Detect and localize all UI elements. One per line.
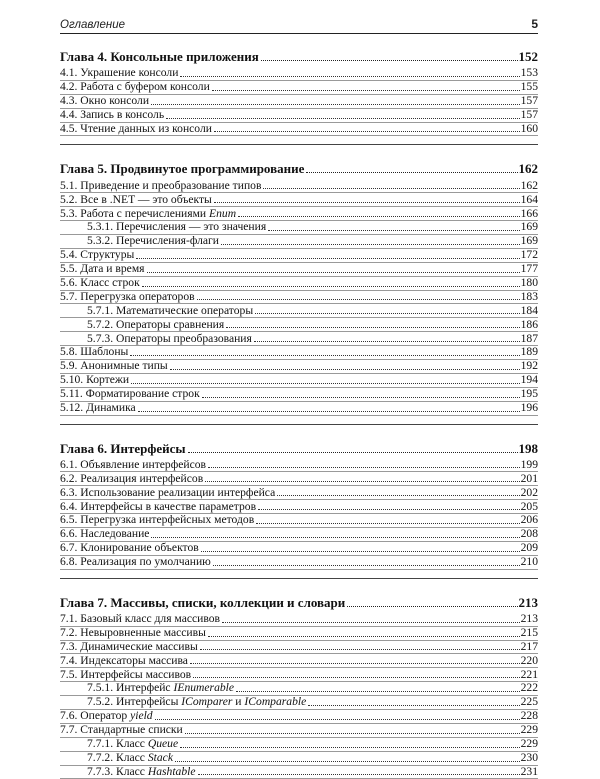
toc-section-entry[interactable] bbox=[60, 724, 538, 738]
dot-leader bbox=[185, 733, 520, 734]
dot-leader bbox=[188, 452, 518, 453]
entry-term: IEnumerable bbox=[173, 681, 235, 695]
dot-leader bbox=[197, 299, 520, 300]
toc-subsection-entry[interactable] bbox=[60, 235, 538, 249]
entry-page-number: 194 bbox=[520, 373, 538, 387]
toc-section-entry[interactable] bbox=[60, 710, 538, 724]
toc-section-entry[interactable] bbox=[60, 374, 538, 388]
entry-page-number: 166 bbox=[520, 206, 538, 220]
entry-page-number: 230 bbox=[520, 750, 538, 764]
dot-leader bbox=[306, 172, 517, 173]
toc-section-entry[interactable] bbox=[60, 402, 538, 416]
dot-leader bbox=[202, 397, 520, 398]
entry-title bbox=[87, 696, 306, 709]
entry-title bbox=[60, 194, 212, 207]
entry-title-text: 7.7.3. Класс bbox=[87, 764, 145, 778]
entry-title bbox=[60, 346, 128, 359]
toc-subsection-entry[interactable] bbox=[60, 221, 538, 235]
toc-section-entry[interactable] bbox=[60, 514, 538, 528]
entry-title-text: 7.7.1. Класс bbox=[87, 737, 145, 751]
entry-title bbox=[87, 738, 178, 751]
toc-section-entry[interactable] bbox=[60, 472, 538, 486]
entry-title-text: 6.2. Реализация интерфейсов bbox=[60, 471, 204, 485]
chapter-heading[interactable] bbox=[60, 594, 538, 610]
entry-page-number: 201 bbox=[520, 471, 538, 485]
entry-page-number: 209 bbox=[520, 541, 538, 555]
entry-title bbox=[60, 360, 168, 373]
entry-title bbox=[60, 724, 183, 737]
chapter-page-number: 198 bbox=[518, 440, 538, 456]
toc-subsection-entry[interactable] bbox=[60, 318, 538, 332]
entry-title bbox=[60, 528, 149, 541]
entry-title-text: 4.4. Запись в консоль bbox=[60, 107, 165, 121]
entry-title bbox=[87, 235, 219, 248]
dot-leader bbox=[213, 565, 520, 566]
dot-leader bbox=[147, 272, 520, 273]
entry-title-text: 5.10. Кортежи bbox=[60, 373, 130, 387]
entry-title bbox=[87, 752, 173, 765]
dot-leader bbox=[170, 369, 520, 370]
dot-leader bbox=[221, 244, 520, 245]
entry-page-number: 164 bbox=[520, 192, 538, 206]
dot-leader bbox=[205, 481, 519, 482]
entry-page-number: 229 bbox=[520, 737, 538, 751]
toc-section-entry[interactable] bbox=[60, 207, 538, 221]
toc-section-entry[interactable] bbox=[60, 641, 538, 655]
entry-title-text: 5.11. Форматирование строк bbox=[60, 387, 200, 401]
dot-leader bbox=[222, 622, 520, 623]
toc-subsection-entry[interactable] bbox=[60, 332, 538, 346]
dot-leader bbox=[255, 313, 520, 314]
entry-title-text: 4.5. Чтение данных из консоли bbox=[60, 121, 212, 135]
entry-page-number: 172 bbox=[520, 248, 538, 262]
entry-title-text: 5.7.3. Операторы преобразования bbox=[87, 331, 252, 345]
toc-section-entry[interactable] bbox=[60, 542, 538, 556]
toc-section-entry[interactable] bbox=[60, 459, 538, 473]
entry-title-text: 7.4. Индексаторы массива bbox=[60, 653, 188, 667]
dot-leader bbox=[212, 90, 520, 91]
entry-title-text: 5.8. Шаблоны bbox=[60, 345, 129, 359]
chapter-page-number: 213 bbox=[518, 594, 538, 610]
entry-title-text: 5.7. Перегрузка операторов bbox=[60, 289, 195, 303]
entry-page-number: 202 bbox=[520, 485, 538, 499]
entry-title-text: 4.2. Работа с буфером консоли bbox=[60, 80, 210, 94]
entry-title bbox=[60, 473, 203, 486]
entry-title-text: 7.5. Интерфейсы массивов bbox=[60, 667, 192, 681]
dot-leader bbox=[138, 411, 520, 412]
entry-title bbox=[60, 388, 200, 401]
dot-leader bbox=[308, 705, 519, 706]
chapter-section bbox=[60, 160, 538, 424]
entry-title bbox=[60, 249, 134, 262]
toc-section-entry[interactable] bbox=[60, 360, 538, 374]
toc-section-entry[interactable] bbox=[60, 627, 538, 641]
toc-section-entry[interactable] bbox=[60, 291, 538, 305]
entry-title-text: 6.4. Интерфейсы в качестве параметров bbox=[60, 499, 257, 513]
entry-page-number: 160 bbox=[520, 121, 538, 135]
entry-page-number: 221 bbox=[520, 667, 538, 681]
toc-section-entry[interactable] bbox=[60, 249, 538, 263]
dot-leader bbox=[136, 258, 519, 259]
entry-title-text: 6.8. Реализация по умолчанию bbox=[60, 555, 211, 569]
entry-title bbox=[87, 682, 234, 695]
chapter-title: Глава 4. Консольные приложения bbox=[60, 49, 259, 64]
entry-title bbox=[60, 95, 149, 108]
entry-page-number: 208 bbox=[520, 527, 538, 541]
chapter-heading[interactable] bbox=[60, 48, 538, 64]
toc-page bbox=[60, 0, 538, 779]
entry-title bbox=[60, 556, 211, 569]
entry-page-number: 155 bbox=[520, 80, 538, 94]
entry-title-text: 6.3. Использование реализации интерфейса bbox=[60, 485, 276, 499]
toc-section-entry[interactable] bbox=[60, 193, 538, 207]
entry-page-number: 195 bbox=[520, 387, 538, 401]
chapter-page-number: 162 bbox=[518, 161, 538, 177]
entry-term: yield bbox=[130, 709, 153, 723]
dot-leader bbox=[180, 747, 519, 748]
dot-leader bbox=[347, 606, 517, 607]
dot-leader bbox=[166, 118, 519, 119]
entry-title bbox=[60, 374, 129, 387]
entry-page-number: 187 bbox=[520, 331, 538, 345]
chapter-title: Глава 7. Массивы, списки, коллекции и словари bbox=[60, 594, 346, 610]
entry-title-text: 6.5. Перегрузка интерфейсных методов bbox=[60, 513, 255, 527]
entry-page-number: 177 bbox=[520, 262, 538, 276]
entry-page-number: 189 bbox=[520, 345, 538, 359]
entry-page-number: 222 bbox=[520, 681, 538, 695]
dot-leader bbox=[226, 327, 519, 328]
entry-title-text: 5.5. Дата и время bbox=[60, 262, 145, 276]
chapter-page-number: 152 bbox=[518, 49, 538, 64]
entry-page-number: 196 bbox=[520, 401, 538, 414]
entry-page-number: 162 bbox=[520, 178, 538, 192]
entry-page-number: 183 bbox=[520, 289, 538, 303]
entry-title bbox=[60, 514, 254, 527]
entry-title bbox=[60, 669, 191, 682]
entry-page-number: 169 bbox=[520, 234, 538, 248]
dot-leader bbox=[151, 537, 519, 538]
entry-page-number: 180 bbox=[520, 275, 538, 289]
dot-leader bbox=[198, 774, 520, 775]
chapter-section bbox=[60, 440, 538, 579]
entry-title-text: 5.7.1. Математические операторы bbox=[87, 303, 254, 317]
entry-title bbox=[60, 402, 136, 415]
entry-term: IComparer bbox=[181, 695, 233, 709]
entry-title-text: 7.7. Стандартные списки bbox=[60, 723, 183, 737]
entry-page-number: 169 bbox=[520, 220, 538, 234]
running-head-title: Оглавление bbox=[60, 19, 125, 31]
entry-title bbox=[60, 627, 206, 640]
entry-title-text: 5.3.2. Перечисления-флаги bbox=[87, 234, 219, 248]
entry-term: IComparable bbox=[244, 695, 307, 709]
chapter-heading[interactable] bbox=[60, 440, 538, 456]
entry-page-number: 210 bbox=[520, 555, 538, 569]
toc-subsection-entry[interactable] bbox=[60, 696, 538, 710]
chapter-title: Глава 6. Интерфейсы bbox=[60, 440, 186, 456]
table-of-contents bbox=[60, 48, 538, 779]
entry-page-number: 205 bbox=[520, 499, 538, 513]
entry-title-text: 5.6. Класс строк bbox=[60, 275, 140, 289]
entry-title-text: 7.7.2. Класс bbox=[87, 750, 145, 764]
entry-page-number: 231 bbox=[520, 764, 538, 778]
toc-section-entry[interactable] bbox=[60, 500, 538, 514]
entry-page-number: 157 bbox=[520, 107, 538, 121]
entry-title-text: 5.9. Анонимные типы bbox=[60, 359, 168, 373]
chapter-section bbox=[60, 594, 538, 779]
entry-title-text: 5.2. Все в .NET — это объекты bbox=[60, 192, 212, 206]
entry-title-text: 7.2. Невыровненные массивы bbox=[60, 625, 206, 639]
entry-title bbox=[60, 81, 210, 94]
toc-section-entry[interactable] bbox=[60, 81, 538, 95]
entry-page-number: 217 bbox=[520, 639, 538, 653]
toc-section-entry[interactable] bbox=[60, 528, 538, 542]
entry-page-number: 225 bbox=[520, 695, 538, 709]
toc-subsection-entry[interactable] bbox=[60, 752, 538, 766]
dot-leader bbox=[261, 60, 518, 61]
entry-title bbox=[60, 459, 206, 472]
entry-title-text: 5.3. Работа с перечислениями bbox=[60, 206, 207, 220]
entry-title bbox=[60, 542, 199, 555]
dot-leader bbox=[130, 355, 519, 356]
dot-leader bbox=[180, 76, 519, 77]
entry-title bbox=[60, 123, 212, 136]
dot-leader bbox=[175, 761, 520, 762]
entry-title-text: 7.5.1. Интерфейс bbox=[87, 681, 171, 695]
entry-page-number: 206 bbox=[520, 513, 538, 527]
toc-section-entry[interactable] bbox=[60, 613, 538, 627]
dot-leader bbox=[208, 467, 520, 468]
entry-title-text: 5.12. Динамика bbox=[60, 401, 136, 414]
entry-page-number: 192 bbox=[520, 359, 538, 373]
entry-title bbox=[87, 221, 266, 234]
entry-title bbox=[87, 766, 196, 779]
chapter-divider bbox=[60, 578, 538, 579]
entry-page-number: 184 bbox=[520, 303, 538, 317]
entry-title bbox=[60, 67, 178, 80]
toc-subsection-entry[interactable] bbox=[60, 766, 538, 779]
toc-section-entry[interactable] bbox=[60, 654, 538, 668]
dot-leader bbox=[201, 551, 520, 552]
dot-leader bbox=[256, 523, 519, 524]
entry-title-text: 6.7. Клонирование объектов bbox=[60, 541, 199, 555]
entry-title bbox=[60, 180, 261, 193]
entry-title-text: 4.3. Окно консоли bbox=[60, 94, 150, 108]
entry-title-text: 7.3. Динамические массивы bbox=[60, 639, 198, 653]
dot-leader bbox=[277, 495, 519, 496]
chapter-divider bbox=[60, 424, 538, 425]
chapter-title: Глава 5. Продвинутое программирование bbox=[60, 161, 305, 177]
dot-leader bbox=[258, 509, 520, 510]
entry-title bbox=[60, 277, 140, 290]
entry-title bbox=[60, 613, 220, 626]
entry-page-number: 186 bbox=[520, 317, 538, 331]
entry-term: Hashtable bbox=[147, 764, 196, 778]
entry-title-text: 5.7.2. Операторы сравнения bbox=[87, 317, 225, 331]
dot-leader bbox=[190, 663, 520, 664]
dot-leader bbox=[142, 286, 520, 287]
dot-leader bbox=[200, 649, 520, 650]
toc-section-entry[interactable] bbox=[60, 179, 538, 193]
toc-section-entry[interactable] bbox=[60, 388, 538, 402]
toc-section-entry[interactable] bbox=[60, 668, 538, 682]
toc-subsection-entry[interactable] bbox=[60, 682, 538, 696]
entry-title-text: 6.1. Объявление интерфейсов bbox=[60, 457, 207, 471]
entry-title-text: 7.5.2. Интерфейсы bbox=[87, 695, 179, 709]
entry-title bbox=[60, 641, 198, 654]
entry-page-number: 213 bbox=[520, 612, 538, 626]
entry-page-number: 199 bbox=[520, 457, 538, 471]
dot-leader bbox=[214, 131, 520, 132]
dot-leader bbox=[193, 677, 519, 678]
entry-title bbox=[60, 710, 153, 723]
toc-section-entry[interactable] bbox=[60, 109, 538, 123]
dot-leader bbox=[151, 104, 520, 105]
running-head-page-number: 5 bbox=[531, 17, 538, 31]
toc-section-entry[interactable] bbox=[60, 263, 538, 277]
entry-page-number: 220 bbox=[520, 653, 538, 667]
entry-title bbox=[60, 487, 275, 500]
toc-section-entry[interactable] bbox=[60, 346, 538, 360]
dot-leader bbox=[155, 719, 520, 720]
entry-title bbox=[60, 109, 164, 122]
dot-leader bbox=[214, 202, 520, 203]
entry-page-number: 215 bbox=[520, 625, 538, 639]
entry-term: Stack bbox=[147, 750, 173, 764]
entry-title-text: 5.1. Приведение и преобразование типов bbox=[60, 178, 262, 192]
toc-section-entry[interactable] bbox=[60, 95, 538, 109]
dot-leader bbox=[268, 230, 519, 231]
entry-term: Queue bbox=[147, 737, 179, 751]
chapter-heading[interactable] bbox=[60, 160, 538, 176]
entry-term: Enum bbox=[209, 206, 237, 220]
toc-section-entry[interactable] bbox=[60, 556, 538, 570]
toc-section-entry[interactable] bbox=[60, 486, 538, 500]
entry-title bbox=[60, 501, 256, 514]
dot-leader bbox=[263, 188, 519, 189]
entry-title bbox=[60, 655, 188, 668]
running-head bbox=[60, 14, 538, 34]
entry-title bbox=[87, 305, 253, 318]
entry-title-text: 6.6. Наследование bbox=[60, 527, 150, 541]
chapter-divider bbox=[60, 144, 538, 145]
entry-title-text: 4.1. Украшение консоли bbox=[60, 66, 179, 80]
dot-leader bbox=[131, 383, 520, 384]
toc-section-entry[interactable] bbox=[60, 277, 538, 291]
entry-title bbox=[87, 333, 252, 346]
dot-leader bbox=[238, 216, 520, 217]
toc-section-entry[interactable] bbox=[60, 123, 538, 137]
entry-page-number: 153 bbox=[520, 66, 538, 80]
toc-subsection-entry[interactable] bbox=[60, 304, 538, 318]
entry-joiner: и bbox=[235, 695, 242, 709]
entry-page-number: 228 bbox=[520, 709, 538, 723]
toc-section-entry[interactable] bbox=[60, 67, 538, 81]
entry-title-text: 5.4. Структуры bbox=[60, 248, 135, 262]
entry-title bbox=[87, 319, 224, 332]
entry-title bbox=[60, 291, 195, 304]
chapter-section bbox=[60, 48, 538, 145]
dot-leader bbox=[254, 341, 520, 342]
entry-title-text: 7.6. Оператор bbox=[60, 709, 128, 723]
entry-page-number: 157 bbox=[520, 94, 538, 108]
dot-leader bbox=[208, 636, 520, 637]
entry-title-text: 7.1. Базовый класс для массивов bbox=[60, 612, 221, 626]
entry-page-number: 229 bbox=[520, 723, 538, 737]
entry-title-text: 5.3.1. Перечисления — это значения bbox=[87, 220, 267, 234]
entry-title bbox=[60, 208, 236, 221]
dot-leader bbox=[236, 691, 520, 692]
entry-title bbox=[60, 263, 145, 276]
